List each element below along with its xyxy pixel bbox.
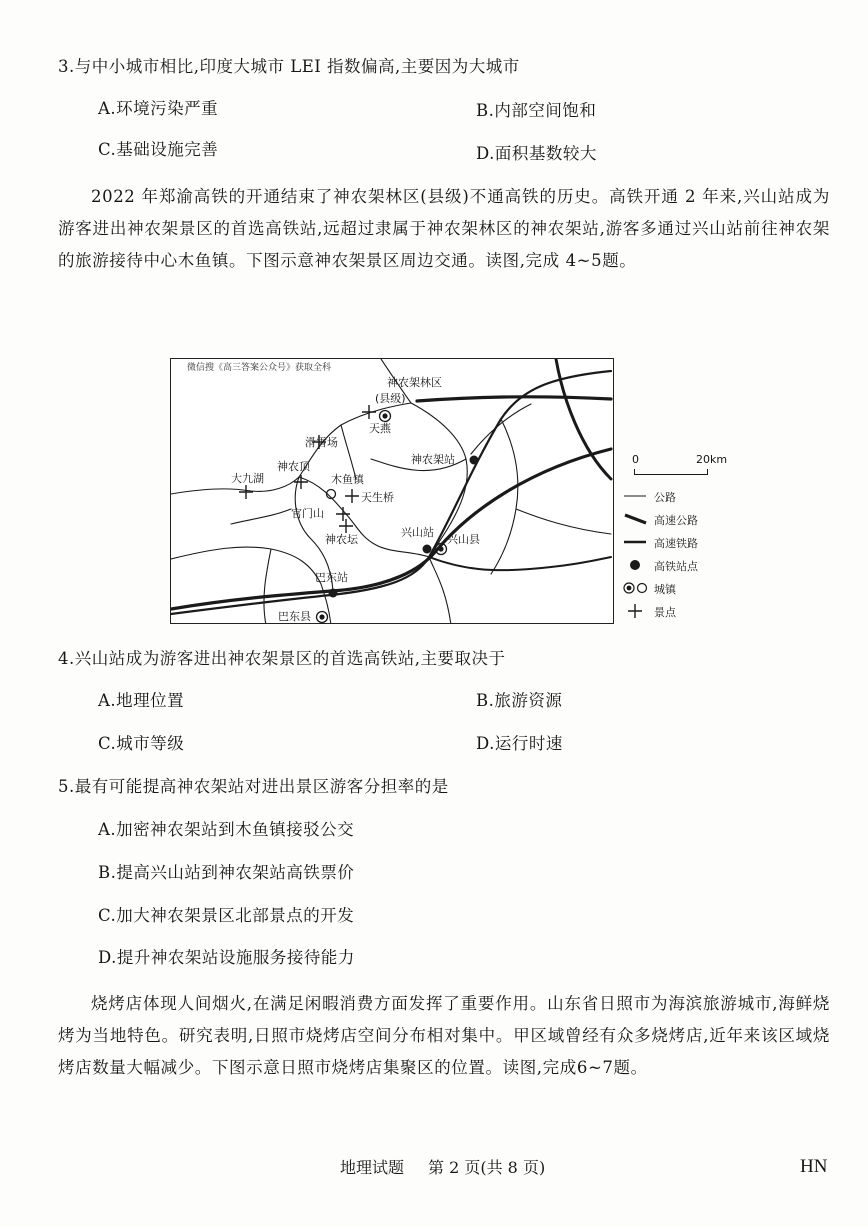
q3-option-c: C.基础设施完善 [98, 140, 219, 159]
label-linqu: 神农架林区 [387, 376, 442, 389]
q3-stem: 3.与中小城市相比,印度大城市 LEI 指数偏高,主要因为大城市 [58, 57, 520, 76]
q5-option-b: B.提高兴山站到神农架站高铁票价 [98, 863, 355, 882]
q5-option-a: A.加密神农架站到木鱼镇接驳公交 [98, 820, 355, 839]
hsr-station-xingshan [423, 545, 432, 554]
q4-option-b: B.旅游资源 [476, 691, 563, 710]
q4-stem: 4.兴山站成为游客进出神农架景区的首选高铁站,主要取决于 [58, 649, 506, 668]
q4-option-d: D.运行时速 [476, 734, 563, 753]
footer-title: 地理试题 [340, 1158, 405, 1177]
map-watermark: 微信搜《高三答案公众号》获取全科 [187, 363, 332, 373]
label-xingshan-station: 兴山站 [401, 526, 434, 539]
star-tianshengqiao [345, 489, 359, 503]
q5-option-c: C.加大神农架景区北部景点的开发 [98, 906, 355, 925]
hsr-station-badong [329, 589, 338, 598]
passage-shennongjia: 2022 年郑渝高铁的开通结束了神农架林区(县级)不通高铁的历史。高铁开通 2 年来,兴山站成为游客进出神农架景区的首选高铁站,远超过隶属于神农架林区的神农架站,游客多通过兴山站前往神农架的旅游接待中心木鱼镇。下图示意神农架景区周边交通。读图,完成 4~5题。 [58, 187, 830, 270]
label-shennongjia-station: 神农架站 [411, 453, 455, 466]
star-shennongtan [339, 519, 353, 533]
star-dajiuhu [239, 485, 253, 499]
label-huaxuechang: 滑雪场 [305, 436, 338, 449]
label-dajiuhu: 大九湖 [231, 472, 264, 485]
label-shennongtan: 神农坛 [325, 533, 358, 546]
label-shennongding: 神农顶 [277, 460, 310, 473]
q5-stem: 5.最有可能提高神农架站对进出景区游客分担率的是 [58, 777, 449, 796]
label-badong-county: 巴东县 [278, 610, 311, 623]
footer-code: HN [800, 1156, 828, 1177]
q3-option-a: A.环境污染严重 [98, 99, 219, 118]
scale-distance: 20km [696, 453, 728, 466]
label-guanmenshan: 官门山 [291, 507, 324, 520]
scale-bar [630, 453, 740, 479]
label-xingshan-county: 兴山县 [447, 533, 480, 546]
q4-option-c: C.城市等级 [98, 734, 185, 753]
label-linqu-sub: (县级) [375, 392, 406, 405]
q5-option-d: D.提升神农架站设施服务接待能力 [98, 948, 355, 967]
q3-option-b: B.内部空间饱和 [476, 101, 597, 120]
q4-option-a: A.地理位置 [98, 691, 185, 710]
star-tianyan [362, 405, 376, 419]
star-guanmenshan [336, 507, 350, 521]
label-tianshengqiao: 天生桥 [361, 491, 394, 504]
hsr-station-shennongjia [470, 456, 479, 465]
label-muyuzhen: 木鱼镇 [331, 473, 364, 486]
footer-page: 第 2 页(共 8 页) [428, 1158, 546, 1177]
passage-rizhao-bbq: 烧烤店体现人间烟火,在满足闲暇消费方面发挥了重要作用。山东省日照市为海滨旅游城市,海鲜烧烤为当地特色。研究表明,日照市烧烤店空间分布相对集中。甲区域曾经有众多烧烤店,近年来该区域烧烤店数量大幅减少。下图示意日照市烧烤店集聚区的位置。读图,完成6~7题。 [58, 994, 830, 1077]
label-tianyan: 天燕 [369, 422, 391, 435]
q3-option-d: D.面积基数较大 [476, 144, 597, 163]
scale-zero: 0 [632, 453, 639, 466]
label-badong-station: 巴东站 [315, 571, 348, 584]
transport-map [170, 358, 614, 624]
